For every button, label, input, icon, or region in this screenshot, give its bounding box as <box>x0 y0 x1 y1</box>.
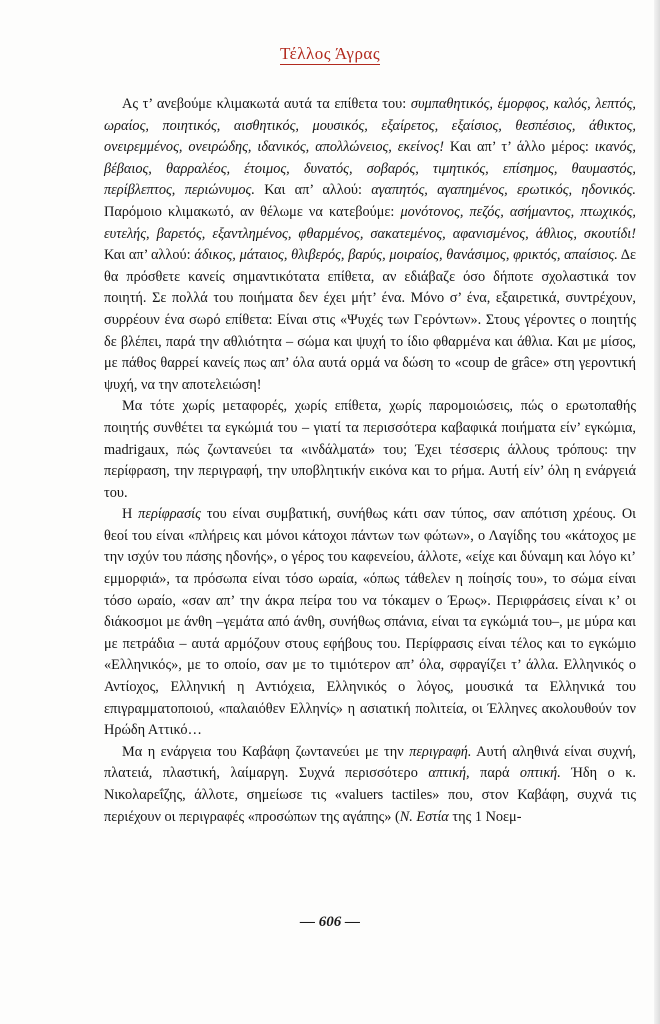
text-run: Παρόμοιο κλιμακωτό, αν θέλωμε να κατεβούμε: <box>104 203 401 220</box>
text-run: Και απ’ αλλού: <box>104 247 195 264</box>
text-run: Η <box>122 506 139 523</box>
paragraph <box>104 742 636 828</box>
text-run: Και απ’ τ’ άλλο μέρος: <box>443 139 595 156</box>
text-run: του είναι συμβατική, συνήθως κάτι σαν τύπος, σαν απότιση χρέους. Οι θεοί του είναι «πλήρεις και μόνοι κάτοχοι πάντων των φώτων», ο Λαγίδης του «κάτοχος με την ισχύν του πάσης ηδονής», ο γέρος του καφενείου, άλλοτε, «είχε και δύναμη και λόγο κι’ εμμορφιά», τα πρόσωπα είναι τόσο ωραία, «όπως τάθελεν η ποίησίς του», το σώμα είναι τόσο ωραίο, «σαν απ’ την άκρα πείρα του να τόκαμεν ο Έρως». Περιφράσεις είναι κ’ οι διάκοσμοι με άνθη –γεμάτα από άνθη, συνήθως σπάνια, είναι τα εγκώμιά του–, με μύρα και με πετράδια – αυτά αρμόζουν στους εφήβους του. Περίφρασις είναι τέλος και το εγκώμιο «Ελληνικός», με το οποίο, σαν με το τιμιότερον απ’ όλα, σφραγίζει τ’ άλλα. Ελληνικός ο Αντίοχος, Ελληνική η Αντιόχεια, Ελληνικός ο λόγος, μουσικά τα Ελληνικά του επιγραμματοποιού, «παλαιόθεν Ελληνίς» η ασιατική πολιτεία, οι Έλληνες ακολουθούν τον Ηρώδη Αττικό… <box>104 506 636 739</box>
body-text <box>104 94 636 828</box>
text-run: της 1 Νοεμ- <box>448 808 522 825</box>
italic-run: ικανός, βέβαιος, θαρραλέος, έτοιμος, δυνατός, σοβαρός, τιμητικός, επίσημος, θαυμαστός, περίβλεπτος, περιώνυμος. <box>104 139 636 199</box>
text-run: Μα τότε χωρίς μεταφορές, χωρίς επίθετα, χωρίς παρομοιώσεις, πώς ο ερωτοπαθής ποιητής συνθέτει τα εγκώμιά του – γιατί τα περισσότερα καβαφικά ποιήματα είν’ εγκώμια, madrigaux, πώς ζωντανεύει τα «ινδάλματά» του; Έχει τέσσερις άλλους τρόπους: την περίφραση, την περιγραφή, την υποβλητικήν εικόνα και το ρήμα. Αυτή είν’ όλη η ενάργειά του. <box>104 398 636 501</box>
text-run: Δε θα πρόσθετε κανείς σημαντικότατα επίθετα, αν εδιάβαζε όσο δήποτε σχολαστικά τον ποιητή. Σε πολλά του ποιήματα δεν έχει μήτ’ ένα. Μόνο σ’ ένα, εξαιρετικά, συντρέχουν, συρρέουν ένα σωρό επίθετα: Είναι στις «Ψυχές των Γερόντων». Στους γέροντες ο ποιητής δε βλέπει, παρά την αθλιότητα – σώμα και ψυχή το ίδιο φθαρμένα και άθλια. Και με μίσος, με πάθος θαρρεί κανείς πως απ’ όλα αυτά ορμά να δώση το «coup de grâce» στη γεροντική ψυχή, να την αποτελειώση! <box>104 247 636 393</box>
paragraph <box>104 396 636 504</box>
text-run: παρά <box>469 765 520 782</box>
paragraph <box>104 504 636 742</box>
page-edge-shadow <box>654 0 660 1024</box>
italic-run: συμπαθητικός, έμορφος, καλός, λεπτός, ωραίος, ποιητικός, αισθητικός, μουσικός, εξαίρετος, εξαίσιος, θεσπέσιος, άθικτος, ονειρεμμένος, ονειρώδης, ιδανικός, απολλώνειος, εκείνος! <box>104 96 637 156</box>
italic-run: αγαπητός, αγαπημένος, ερωτικός, ηδονικός. <box>371 182 637 199</box>
text-run: Και απ’ αλλού: <box>254 182 372 199</box>
paragraph <box>104 94 636 396</box>
italic-run: περίφρασίς <box>138 506 201 523</box>
italic-run: άδικος, μάταιος, θλιβερός, βαρύς, μοιραίος, θανάσιμος, φρικτός, απαίσιος. <box>194 247 618 264</box>
text-run: Ας τ’ ανεβούμε κλιμακωτά αυτά τα επίθετα του: <box>122 96 411 112</box>
text-run: Ήδη ο κ. Νικολαρεΐζης, άλλοτε, σημείωσε τις «valuers tactiles» που, στον Καβάφη, συχνά τις περιέχουν οι περιγραφές «προσώπων της αγάπης» ( <box>104 765 636 825</box>
text-run: Μα η ενάργεια του Καβάφη ζωντανεύει με την <box>122 743 410 760</box>
italic-run: μονότονος, πεζός, ασήμαντος, πτωχικός, ευτελής, βαρετός, εξαντλημένος, φθαρμένος, σακατεμένος, αφανισμένος, άθλιος, σκουτίδι! <box>104 203 636 242</box>
italic-run: Ν. Εστία <box>399 808 449 825</box>
italic-run: απτική, <box>428 765 470 782</box>
page-number: — 606 — <box>300 914 360 930</box>
italic-run: περιγραφή. <box>409 743 472 760</box>
text-run: Αυτή αληθινά είναι συχνή, πλατειά, πλαστική, λαίμαργη. Συχνά περισσότερο <box>104 743 636 782</box>
italic-run: οπτική. <box>519 765 561 782</box>
running-head <box>0 44 660 64</box>
running-head-title: Τέλλος Άγρας <box>279 44 381 63</box>
